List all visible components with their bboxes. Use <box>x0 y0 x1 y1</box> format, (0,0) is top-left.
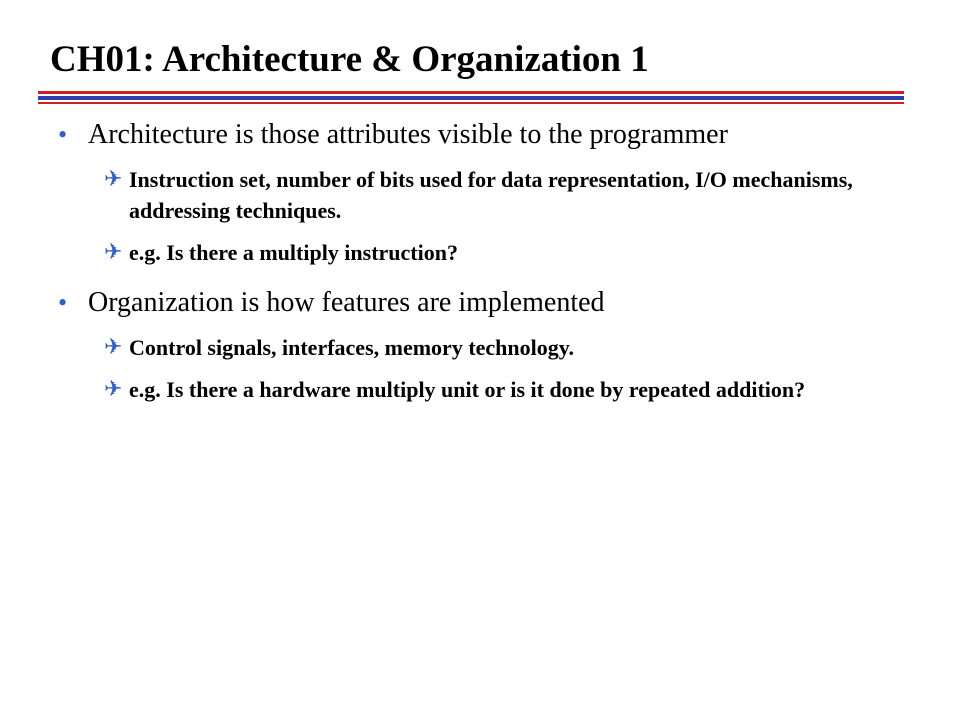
bullet-group-architecture <box>0 116 960 268</box>
bullet-architecture-text: Architecture is those attributes visible to the programmer <box>88 119 728 150</box>
title-rule-blue <box>38 96 904 100</box>
subitem-architecture-multiply-text: e.g. Is there a multiply instruction? <box>129 240 458 265</box>
airplane-icon: ✈ <box>104 377 123 402</box>
airplane-icon: ✈ <box>104 335 123 360</box>
subitem-organization-examples <box>0 332 960 363</box>
bullet-dot-icon: • <box>58 120 68 149</box>
bullet-dot-icon: • <box>58 288 68 317</box>
subitem-architecture-examples <box>0 164 960 226</box>
subitem-organization-examples-text: Control signals, interfaces, memory technology. <box>129 335 575 360</box>
subitem-architecture-examples-text: Instruction set, number of bits used for data representation, I/O mechanisms, addressing techniques. <box>129 167 853 223</box>
slide-title: CH01: Architecture & Organization 1 <box>50 39 649 80</box>
subitem-architecture-multiply <box>0 237 960 268</box>
bullet-group-organization <box>0 284 960 405</box>
bullet-architecture <box>0 116 960 153</box>
title-rule-red-top <box>38 91 904 94</box>
subitem-organization-multiply-text: e.g. Is there a hardware multiply unit or is it done by repeated addition? <box>129 377 806 402</box>
bullet-organization-text: Organization is how features are implemented <box>88 287 605 318</box>
airplane-icon: ✈ <box>104 167 123 192</box>
bullet-organization <box>0 284 960 321</box>
airplane-icon: ✈ <box>104 240 123 265</box>
subitem-organization-multiply <box>0 374 960 405</box>
slide-content <box>0 116 960 405</box>
title-rule-red-bottom <box>38 102 904 104</box>
